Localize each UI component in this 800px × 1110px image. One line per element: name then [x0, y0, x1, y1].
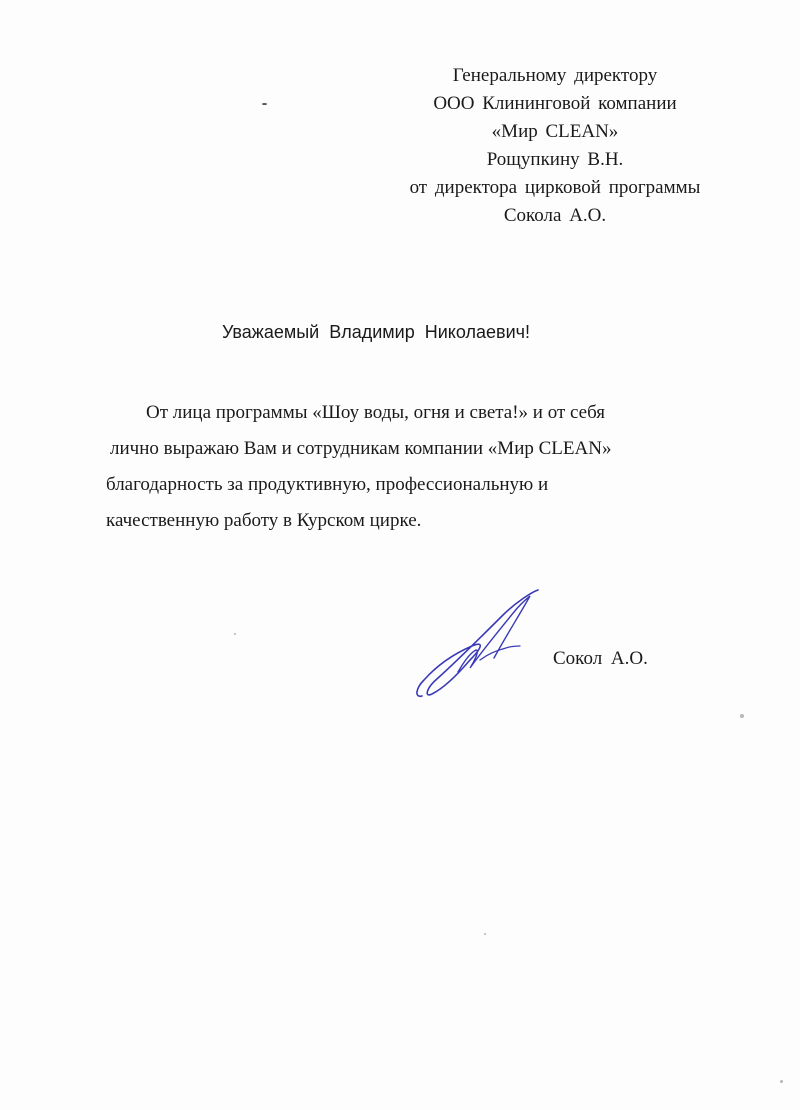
- scan-speck: [234, 633, 236, 635]
- addressee-line-company-name: «Мир CLEAN»: [491, 121, 619, 142]
- salutation: Уважаемый Владимир Николаевич!: [222, 322, 531, 342]
- addressee-line-position: Генеральному директору: [452, 65, 658, 86]
- scan-speck: [740, 714, 744, 718]
- body-line: благодарность за продуктивную, профессиональную и: [106, 474, 549, 495]
- scan-speck: [262, 103, 267, 105]
- addressee-line-company: ООО Клининговой компании: [433, 93, 677, 114]
- addressee-line-sender-name: Сокола А.О.: [503, 205, 607, 226]
- letter-body: [106, 395, 726, 539]
- body-line: лично выражаю Вам и сотрудникам компании «Мир CLEAN»: [110, 438, 612, 459]
- body-line: От лица программы «Шоу воды, огня и света!» и от себя: [146, 402, 606, 423]
- addressee-block: [370, 62, 740, 230]
- signatory-name: Сокол А.О.: [553, 648, 648, 669]
- handwritten-signature: [410, 588, 550, 708]
- scan-speck: [780, 1080, 783, 1083]
- scan-speck: [484, 933, 486, 935]
- addressee-line-recipient: Рощупкину В.Н.: [486, 149, 624, 170]
- body-line: качественную работу в Курском цирке.: [106, 510, 422, 531]
- addressee-line-sender-title: от директора цирковой программы: [409, 177, 701, 198]
